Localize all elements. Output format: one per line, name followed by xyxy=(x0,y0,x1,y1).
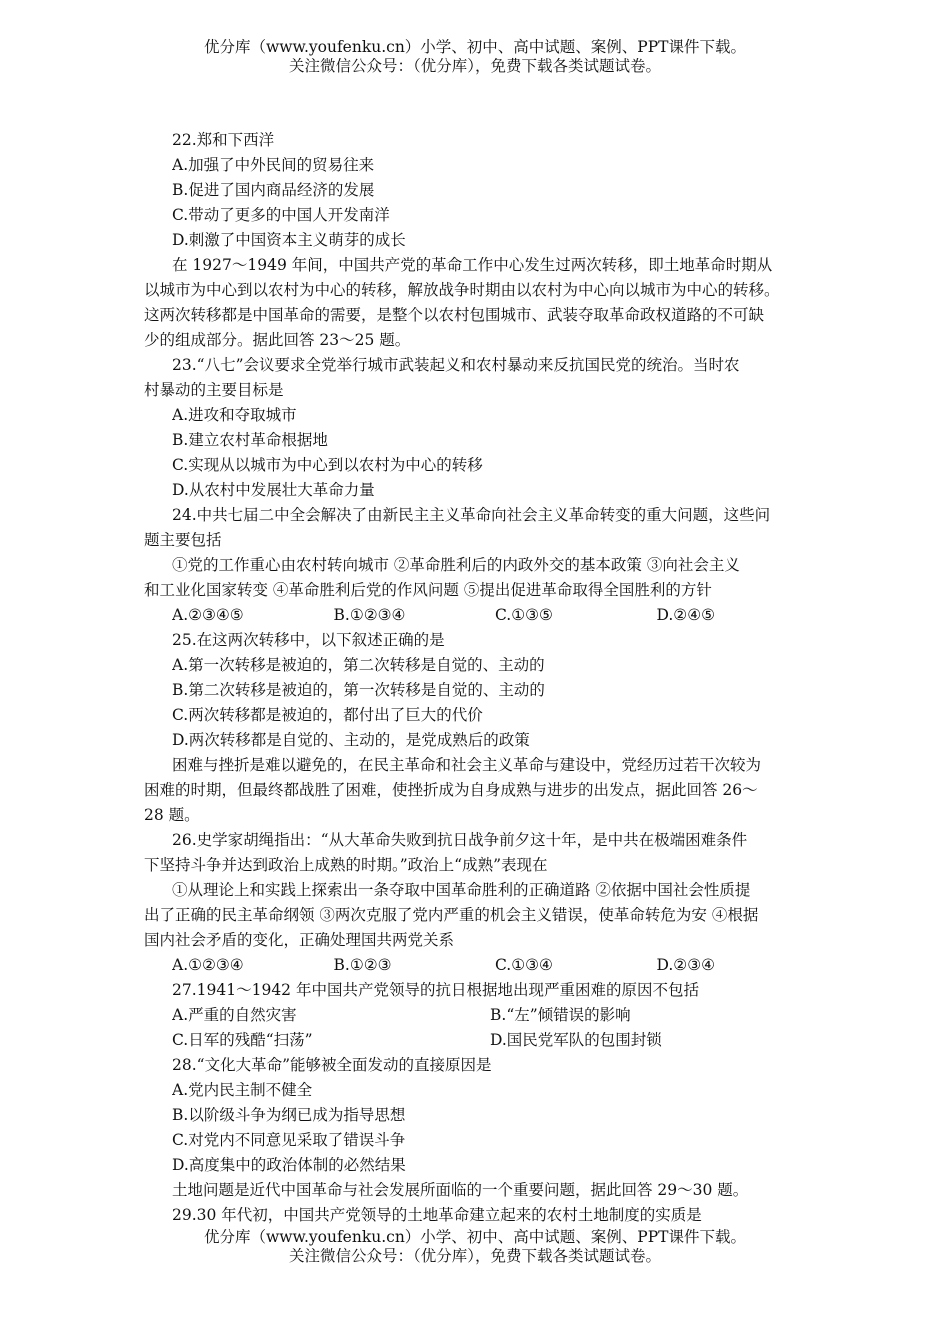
q24-option-b: B.①②③④ xyxy=(333,606,406,624)
q25-option-b: B.第二次转移是被迫的，第一次转移是自觉的、主动的 xyxy=(172,681,545,699)
q28-option-a: A.党内民主制不健全 xyxy=(172,1081,313,1099)
q22-option-b: B.促进了国内商品经济的发展 xyxy=(172,181,375,199)
q27-options-row-1 xyxy=(172,1003,818,1028)
q29-stem: 29.30 年代初，中国共产党领导的土地革命建立起来的农村土地制度的实质是 xyxy=(172,1206,702,1224)
intro2-line-1: 困难与挫折是难以避免的，在民主革命和社会主义革命与建设中，党经历过若干次较为 xyxy=(172,756,762,774)
q24-option-d: D.②④⑤ xyxy=(656,606,715,624)
intro2-line-3: 28 题。 xyxy=(144,806,200,824)
q23-option-c: C.实现从以城市为中心到以农村为中心的转移 xyxy=(172,456,483,474)
q28-option-b: B.以阶级斗争为纲已成为指导思想 xyxy=(172,1106,406,1124)
q23-stem-line-1: 23.“八七”会议要求全党举行城市武装起义和农村暴动来反抗国民党的统治。当时农 xyxy=(172,356,740,374)
intro1-line-1: 在 1927～1949 年间，中国共产党的革命工作中心发生过两次转移，即土地革命时期从 xyxy=(172,256,773,274)
q27-option-c: C.日军的残酷“扫荡” xyxy=(172,1031,313,1049)
header-line-2: 关注微信公众号：（优分库），免费下载各类试题试卷。 xyxy=(288,57,661,75)
footer-line-2: 关注微信公众号：（优分库），免费下载各类试题试卷。 xyxy=(288,1247,661,1265)
q27-option-b: B.“左”倾错误的影响 xyxy=(490,1006,631,1024)
q24-option-a: A.②③④⑤ xyxy=(172,606,244,624)
q28-stem: 28.“文化大革命”能够被全面发动的直接原因是 xyxy=(172,1056,492,1074)
intro1-line-2: 以城市为中心到以农村为中心的转移，解放战争时期由以农村为中心向以城市为中心的转移。 xyxy=(144,281,780,299)
q24-items-line-1: ①党的工作重心由农村转向城市 ②革命胜利后的内政外交的基本政策 ③向社会主义 xyxy=(172,556,740,574)
q28-option-c: C.对党内不同意见采取了错误斗争 xyxy=(172,1131,406,1149)
intro2-line-2: 困难的时期，但最终都战胜了困难，使挫折成为自身成熟与进步的出发点，据此回答 26～ xyxy=(144,781,758,799)
intro1-line-3: 这两次转移都是中国革命的需要，是整个以农村包围城市、武装夺取革命政权道路的不可缺 xyxy=(144,306,765,324)
q25-option-d: D.两次转移都是自觉的、主动的，是党成熟后的政策 xyxy=(172,731,530,749)
q27-options-row-2 xyxy=(172,1028,818,1053)
q22-stem: 22.郑和下西洋 xyxy=(172,131,275,149)
q26-stem-line-1: 26.史学家胡绳指出：“从大革命失败到抗日战争前夕这十年，是中共在极端困难条件 xyxy=(172,831,748,849)
q26-option-c: C.①③④ xyxy=(495,956,553,974)
q24-stem-line-1: 24.中共七届二中全会解决了由新民主主义革命向社会主义革命转变的重大问题，这些问 xyxy=(172,506,771,524)
q27-option-d: D.国民党军队的包围封锁 xyxy=(490,1031,662,1049)
q25-stem: 25.在这两次转移中，以下叙述正确的是 xyxy=(172,631,445,649)
q26-items-line-3: 国内社会矛盾的变化，正确处理国共两党关系 xyxy=(144,931,455,949)
header-line-1: 优分库（www.youfenku.cn）小学、初中、高中试题、案例、PPT课件下载。 xyxy=(203,38,747,56)
q25-option-c: C.两次转移都是被迫的，都付出了巨大的代价 xyxy=(172,706,483,724)
exam-content xyxy=(144,128,818,1228)
q22-option-d: D.刺激了中国资本主义萌芽的成长 xyxy=(172,231,406,249)
q23-stem-line-2: 村暴动的主要目标是 xyxy=(144,381,284,399)
q24-options xyxy=(172,603,818,628)
q23-option-a: A.进攻和夺取城市 xyxy=(172,406,297,424)
q26-stem-line-2: 下坚持斗争并达到政治上成熟的时期。”政治上“成熟”表现在 xyxy=(144,856,548,874)
q27-option-a: A.严重的自然灾害 xyxy=(172,1006,297,1024)
q24-items-line-2: 和工业化国家转变 ④革命胜利后党的作风问题 ⑤提出促进革命取得全国胜利的方针 xyxy=(144,581,712,599)
q26-items-line-1: ①从理论上和实践上探索出一条夺取中国革命胜利的正确道路 ②依据中国社会性质提 xyxy=(172,881,751,899)
q23-option-d: D.从农村中发展壮大革命力量 xyxy=(172,481,375,499)
q28-option-d: D.高度集中的政治体制的必然结果 xyxy=(172,1156,406,1174)
q26-option-a: A.①②③④ xyxy=(172,956,244,974)
q26-option-b: B.①②③ xyxy=(333,956,392,974)
intro3: 土地问题是近代中国革命与社会发展所面临的一个重要问题，据此回答 29～30 题。 xyxy=(172,1181,749,1199)
q23-option-b: B.建立农村革命根据地 xyxy=(172,431,328,449)
q24-option-c: C.①③⑤ xyxy=(495,606,553,624)
q22-option-c: C.带动了更多的中国人开发南洋 xyxy=(172,206,390,224)
q22-option-a: A.加强了中外民间的贸易往来 xyxy=(172,156,375,174)
intro1-line-4: 少的组成部分。据此回答 23～25 题。 xyxy=(144,331,411,349)
q27-stem: 27.1941～1942 年中国共产党领导的抗日根据地出现严重困难的原因不包括 xyxy=(172,981,699,999)
q24-stem-line-2: 题主要包括 xyxy=(144,531,222,549)
page-header xyxy=(0,38,950,76)
footer-line-1: 优分库（www.youfenku.cn）小学、初中、高中试题、案例、PPT课件下载。 xyxy=(203,1228,747,1246)
q26-option-d: D.②③④ xyxy=(656,956,715,974)
q25-option-a: A.第一次转移是被迫的，第二次转移是自觉的、主动的 xyxy=(172,656,545,674)
q26-options xyxy=(172,953,818,978)
q26-items-line-2: 出了正确的民主革命纲领 ③两次克服了党内严重的机会主义错误，使革命转危为安 ④根据 xyxy=(144,906,759,924)
page-footer xyxy=(0,1228,950,1266)
